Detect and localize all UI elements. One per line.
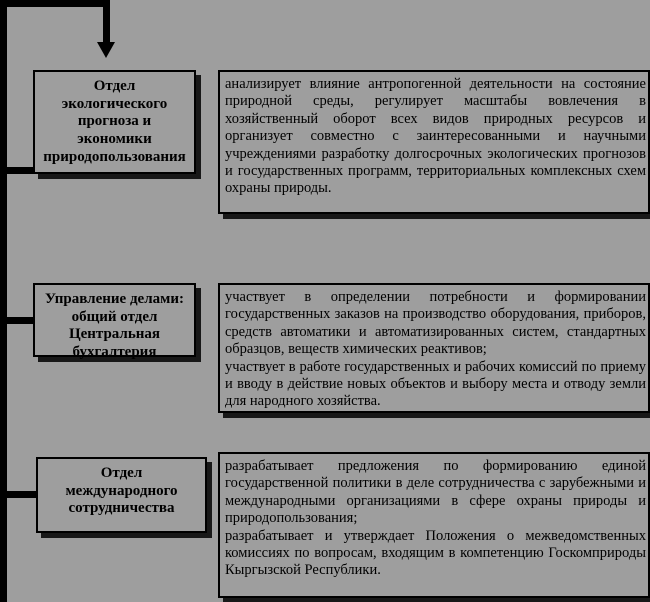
connector-vertical-spine (0, 0, 7, 602)
node-description-affairs-management (218, 283, 650, 413)
description-paragraph: разрабатывает предложения по формированию единой государственной политики в деле сотрудничества с зарубежными и международными организациями в сфере охраны природы и природопользования; (225, 458, 646, 527)
description-paragraph: разрабатывает и утверждает Положения о межведомственных комиссиях по вопросам, входящим в компетенцию Госкомприроды Кыргызской Республики. (225, 527, 646, 579)
description-paragraph: участвует в определении потребности и формировании государственных заказов на производство оборудования, приборов, средств автоматики и автоматизированных систем, стандартных образцов, веществ химических реактивов; (225, 289, 646, 358)
connector-arrow-shaft (103, 0, 110, 44)
node-title-international-cooperation: Отдел международного сотрудничества (36, 457, 207, 533)
node-description-ecology-forecast (218, 70, 650, 214)
description-paragraph: анализирует влияние антропогенной деятельности на состояние природной среды, регулирует масштабы вовлечения в хозяйственный оборот всех видов природных ресурсов и организует совместно с заинтересованными и научными учреждениями разработку долгосрочных экологических прогнозов и государственных программ, территориальных комплексных схем охраны природы. (225, 76, 646, 197)
node-title-ecology-forecast: Отдел экологического прогноза и экономики природопользования (33, 70, 196, 174)
connector-branch-3 (0, 491, 40, 498)
node-title-affairs-management: Управление делами: общий отдел Центральная бухгалтерия (33, 283, 196, 357)
arrow-down-icon (97, 42, 115, 58)
node-description-international-cooperation (218, 452, 650, 598)
description-paragraph: участвует в работе государственных и рабочих комиссий по приему и вводу в действие новых объектов и выбору места и отводу земли для народного хозяйства. (225, 358, 646, 410)
connector-top-stub (0, 0, 110, 7)
